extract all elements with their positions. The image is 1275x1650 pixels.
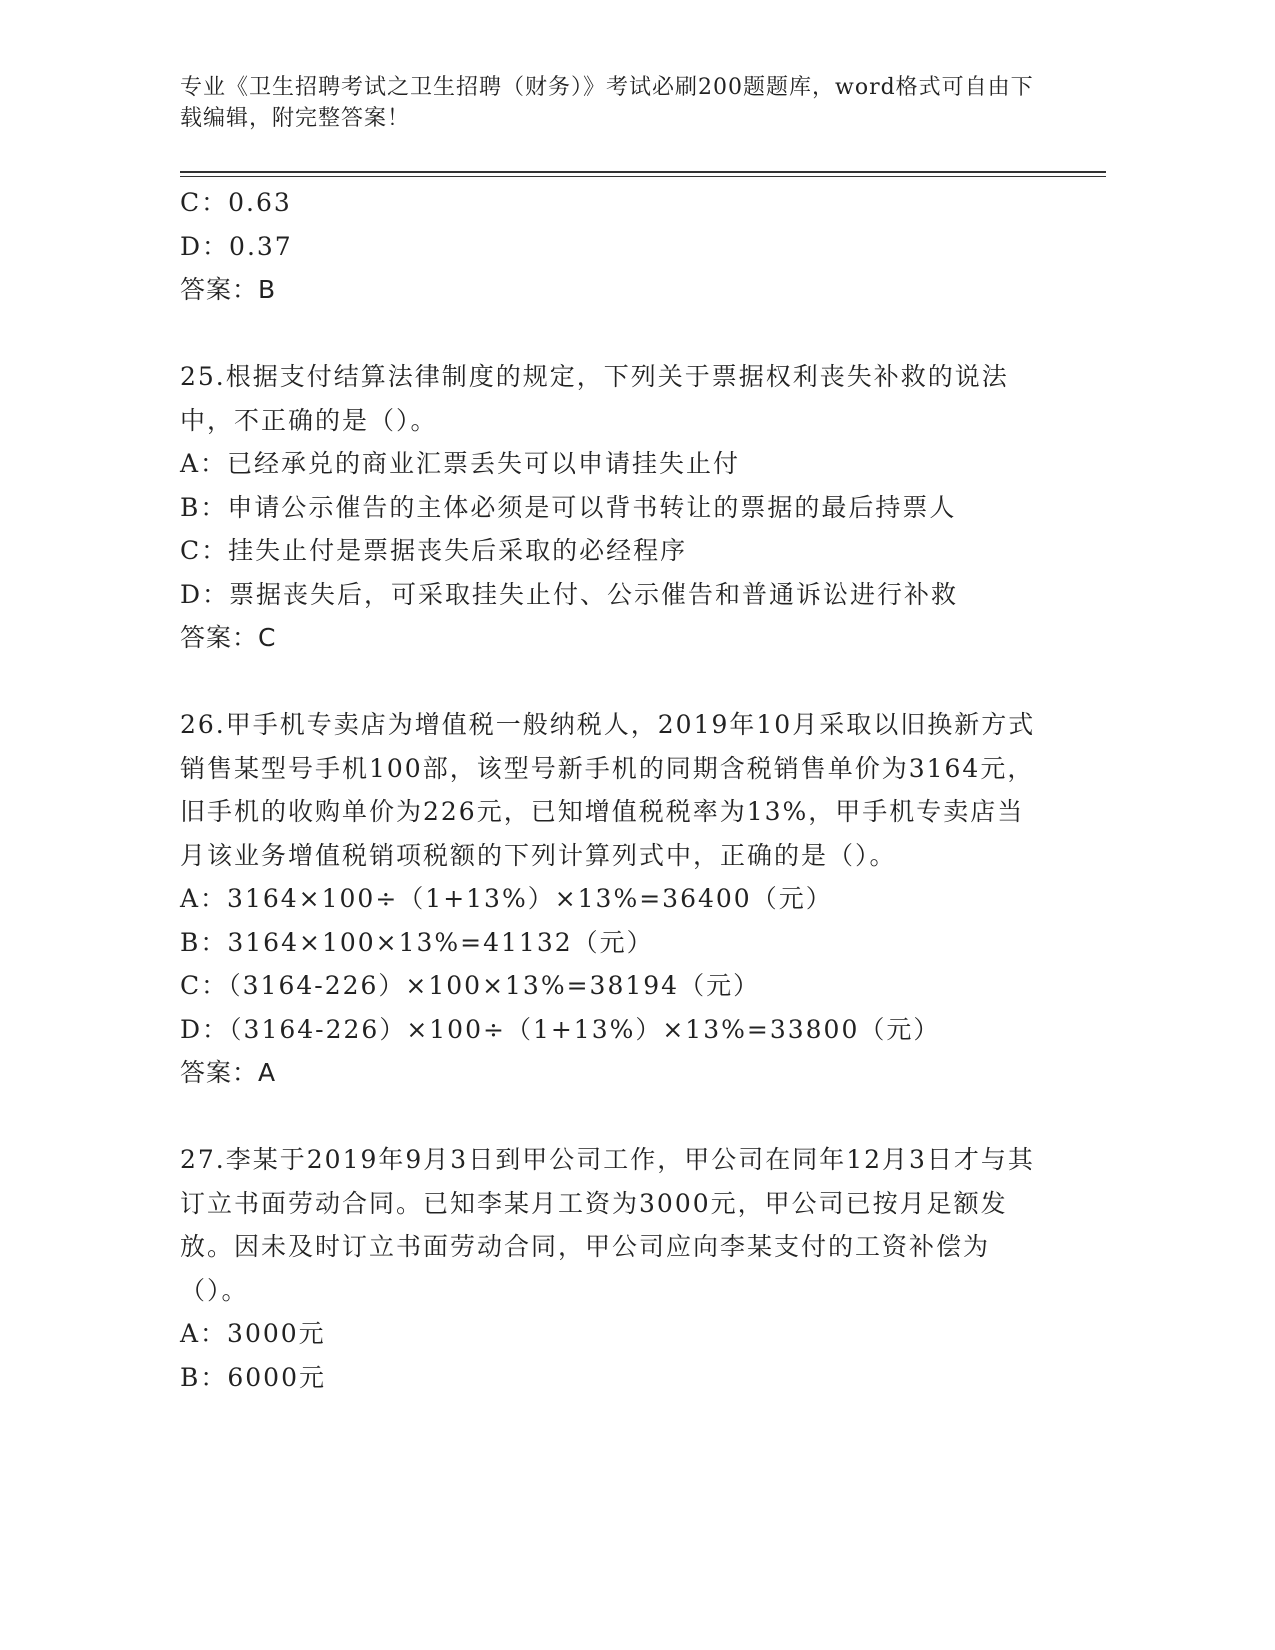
option-d: D：票据丧失后，可采取挂失止付、公示催告和普通诉讼进行补救 — [180, 579, 959, 609]
question-26 — [180, 703, 1050, 1095]
question-25 — [180, 355, 1050, 660]
answer-line: 答案：A — [180, 1058, 277, 1087]
question-text: 26.甲手机专卖店为增值税一般纳税人，2019年10月采取以旧换新方式销售某型号手机100部，该型号新手机的同期含税销售单价为3164元，旧手机的收购单价为226元，已知增值税税率为13%，甲手机专卖店当月该业务增值税销项税额的下列计算列式中，正确的是（）。 — [180, 710, 1036, 870]
header-divider-thin — [180, 176, 1106, 177]
question-text: 27.李某于2019年9月3日到甲公司工作，甲公司在同年12月3日才与其订立书面劳动合同。已知李某月工资为3000元，甲公司已按月足额发放。因未及时订立书面劳动合同，甲公司应向李某支付的工资补偿为（）。 — [180, 1145, 1035, 1305]
document-header: 专业《卫生招聘考试之卫生招聘（财务）》考试必刷200题题库，word格式可自由下载编辑，附完整答案！ — [180, 75, 1034, 131]
option-b: B：申请公示催告的主体必须是可以背书转让的票据的最后持票人 — [180, 492, 957, 522]
question-27 — [180, 1138, 1050, 1399]
option-a: A：3000元 — [180, 1319, 326, 1348]
option-d: D：0.37 — [180, 231, 293, 261]
document-body — [180, 181, 1050, 1399]
option-c: C：0.63 — [180, 188, 292, 217]
option-a: A：3164×100÷（1+13%）×13%=36400（元） — [180, 884, 833, 913]
previous-question — [180, 181, 1050, 312]
option-c: C：挂失止付是票据丧失后采取的必经程序 — [180, 536, 688, 565]
header-divider-thick — [180, 171, 1106, 173]
answer-line: 答案：C — [180, 623, 277, 652]
option-a: A：已经承兑的商业汇票丢失可以申请挂失止付 — [180, 449, 741, 478]
answer-line: 答案：B — [180, 275, 277, 304]
option-b: B：6000元 — [180, 1362, 326, 1392]
option-d: D：（3164-226）×100÷（1+13%）×13%=33800（元） — [180, 1014, 941, 1044]
option-c: C：（3164-226）×100×13%=38194（元） — [180, 971, 761, 1000]
option-b: B：3164×100×13%=41132（元） — [180, 927, 654, 957]
question-text: 25.根据支付结算法律制度的规定，下列关于票据权利丧失补救的说法中，不正确的是（）。 — [180, 362, 1009, 435]
